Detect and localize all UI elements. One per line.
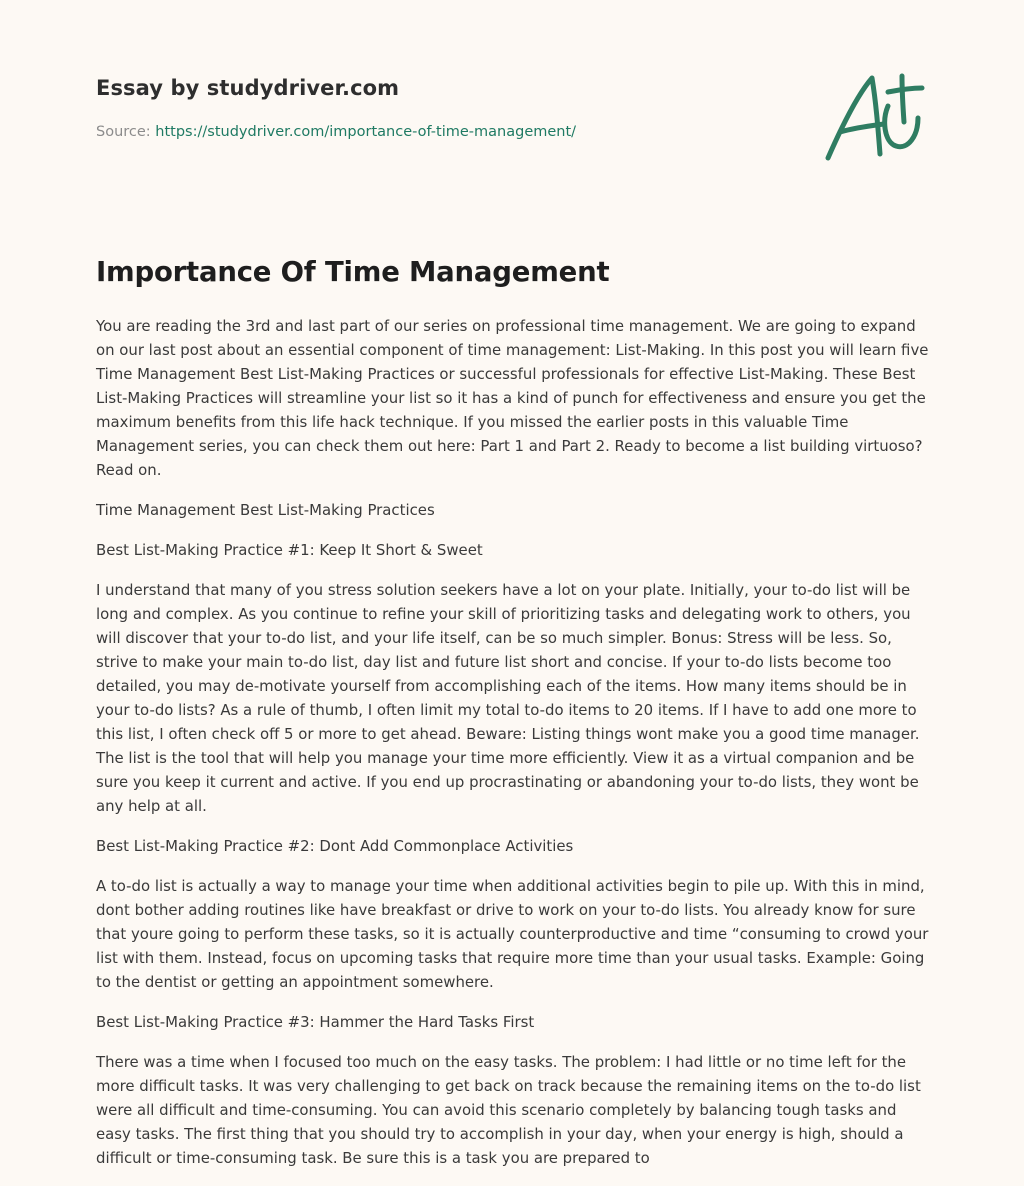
essay-body [96, 314, 934, 1186]
essay-page [96, 0, 930, 1167]
practice-heading-3: Best List-Making Practice #3: Hammer the Hard Tasks First [96, 1013, 535, 1031]
paragraph-practice-2: A to-do list is actually a way to manage your time when additional activities begin to pile up. With this in mind, dont bother adding routines like have breakfast or drive to work on your to-do lists. You already know for sure that youre going to perform these tasks, so it is actually counterproductive and time “consuming to crowd your list with them. Instead, focus on upcoming tasks that require more time than your usual tasks. Example: Going to the dentist or getting an appointment somewhere. [96, 877, 929, 991]
page-title: Importance Of Time Management [96, 256, 610, 288]
paragraph-practice-1: I understand that many of you stress solution seekers have a lot on your plate. Initially, your to-do list will be long and complex. As you continue to refine your skill of prioritizing tasks and delegating work to others, you will discover that your to-do list, and your life itself, can be so much simpler. Bonus: Stress will be less. So, strive to make your main to-do list, day list and future list short and concise. If your to-do lists become too detailed, you may de-motivate yourself from accomplishing each of the items. How many items should be in your to-do lists? As a rule of thumb, I often limit my total to-do items to 20 items. If I have to add one more to this list, I often check off 5 or more to get ahead. Beware: Listing things wont make you a good time manager. [96, 581, 920, 743]
essay-header [96, 0, 930, 240]
source-link[interactable]: https://studydriver.com/importance-of-time-management/ [155, 124, 577, 140]
source-line [96, 124, 576, 140]
paragraph-practice-1-continued: The list is the tool that will help you manage your time more efficiently. View it as a virtual companion and be sure you keep it current and active. If you end up procrastinating or abandoning your to-do lists, they wont be any help at all. [96, 749, 919, 815]
section-heading: Time Management Best List-Making Practices [96, 501, 435, 519]
a-plus-logo-icon [822, 66, 932, 166]
practice-heading-2: Best List-Making Practice #2: Dont Add Commonplace Activities [96, 837, 574, 855]
practice-heading-1: Best List-Making Practice #1: Keep It Short & Sweet [96, 541, 483, 559]
paragraph-practice-3: There was a time when I focused too much on the easy tasks. The problem: I had little or no time left for the more difficult tasks. It was very challenging to get back on track because the remaining items on the to-do list were all difficult and time-consuming. You can avoid this scenario completely by balancing tough tasks and easy tasks. The first thing that you should try to accomplish in your day, when your energy is high, should a difficult or time-consuming task. Be sure this is a task you are prepared to [96, 1053, 921, 1167]
source-label: Source: [96, 124, 151, 140]
brand-title: Essay by studydriver.com [96, 76, 400, 100]
paragraph-intro: You are reading the 3rd and last part of our series on professional time management. We are going to expand on our last post about an essential component of time management: List-Making. In this post you will learn five Time Management Best List-Making Practices or successful professionals for effective List-Making. These Best List-Making Practices will streamline your list so it has a kind of punch for effectiveness and ensure you get the maximum benefits from this life hack technique. If you missed the earlier posts in this valuable Time Management series, you can check them out here: Part 1 and Part 2. Ready to become a list building virtuoso? Read on. [96, 317, 929, 479]
